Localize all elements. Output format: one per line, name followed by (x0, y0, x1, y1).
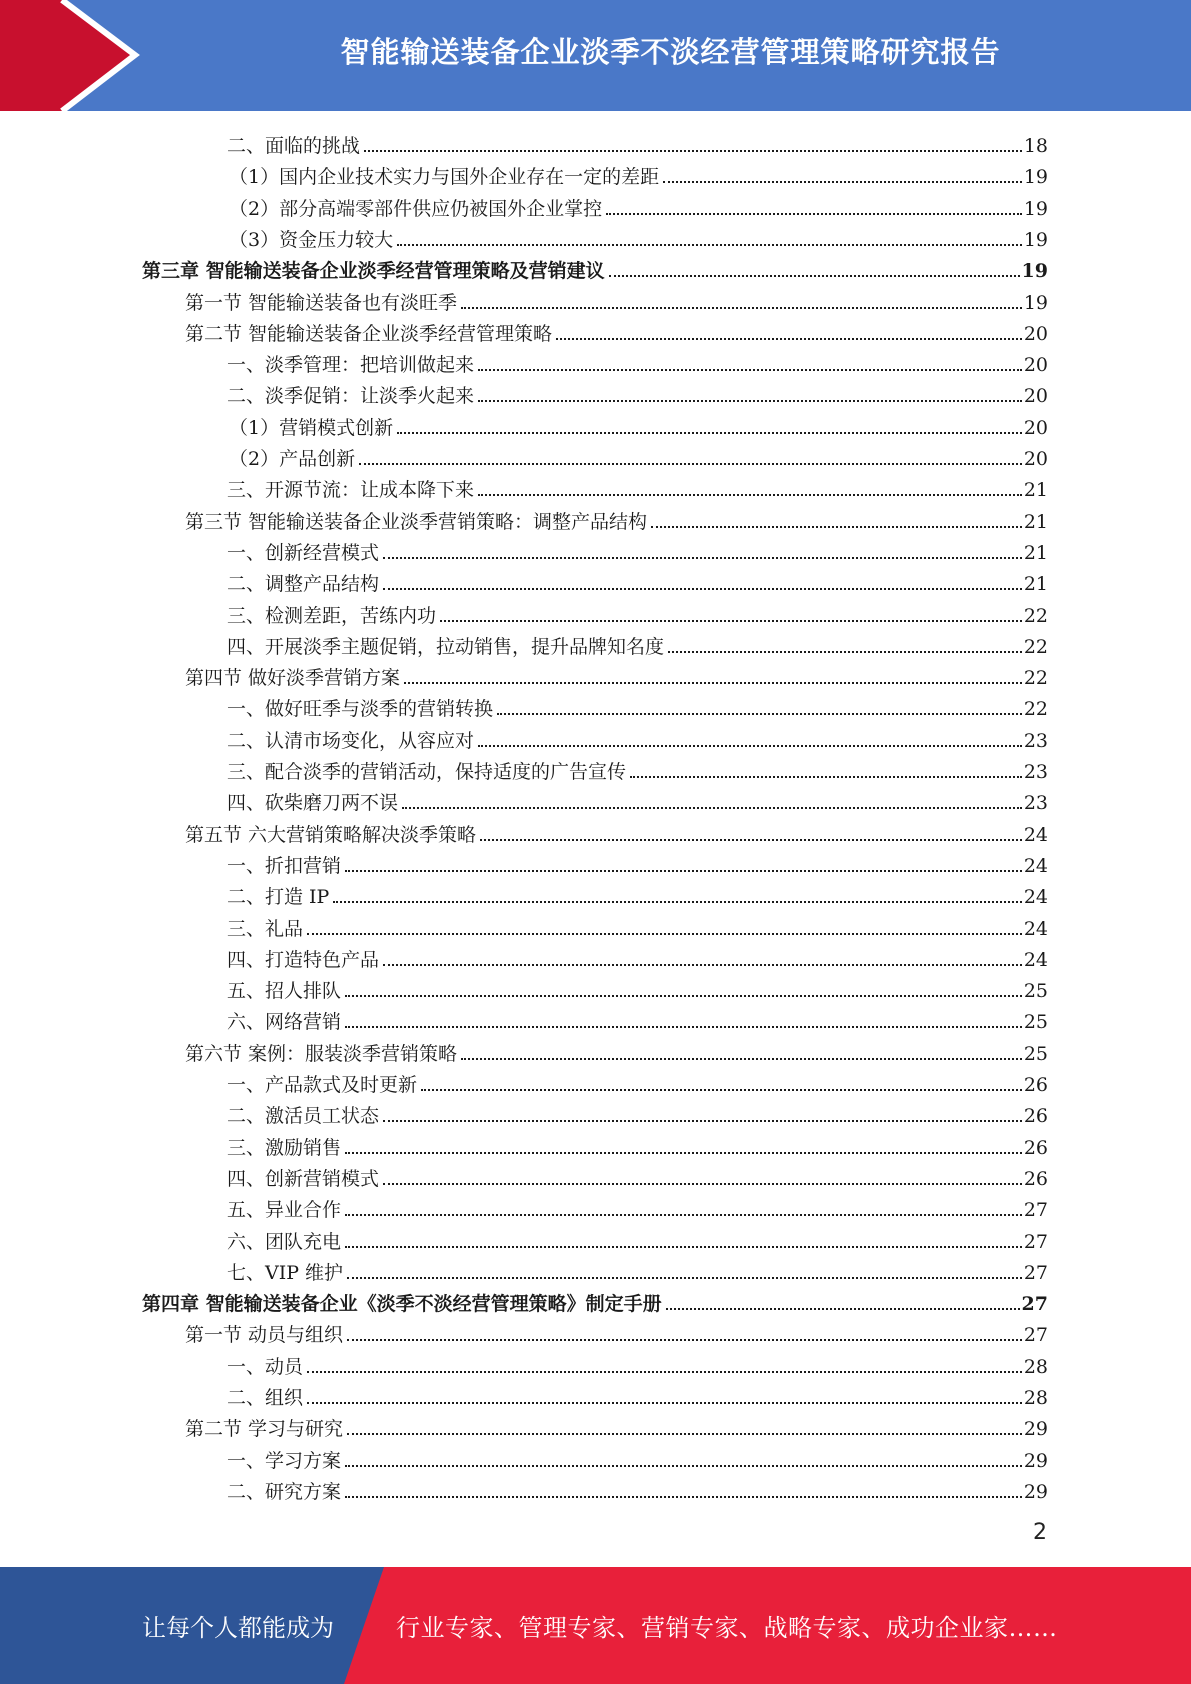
toc-entry-page: 21 (1023, 510, 1048, 533)
toc-subsection-entry[interactable] (227, 1003, 1048, 1034)
toc-entry-title: 第二节 智能输送装备企业淡季经营管理策略 (185, 322, 553, 345)
toc-entry-title: 第一节 智能输送装备也有淡旺季 (185, 291, 458, 314)
toc-entry-title: 一、产品款式及时更新 (227, 1074, 418, 1096)
toc-entry-page: 29 (1023, 1449, 1048, 1472)
toc-dot-leader (478, 367, 1022, 371)
toc-subsection-entry[interactable] (227, 1160, 1048, 1191)
toc-subsection-entry[interactable] (227, 346, 1048, 377)
page-number: 2 (1033, 1520, 1047, 1545)
toc-section-entry[interactable] (185, 284, 1048, 315)
toc-entry-title: 第四节 做好淡季营销方案 (185, 667, 401, 690)
toc-subsection-entry[interactable] (227, 690, 1048, 721)
toc-entry-title: 六、团队充电 (227, 1230, 342, 1253)
toc-subsection-entry[interactable] (227, 1191, 1048, 1222)
toc-entry-page: 20 (1023, 322, 1048, 345)
toc-chapter-entry[interactable] (142, 1285, 1048, 1316)
toc-entry-page: 18 (1023, 135, 1048, 157)
toc-entry-title: 三、检测差距，苦练内功 (227, 604, 437, 627)
toc-entry-page: 20 (1023, 354, 1048, 377)
toc-entry-page: 26 (1023, 1167, 1048, 1190)
toc-subsection-entry[interactable] (227, 753, 1048, 784)
toc-dot-leader (461, 305, 1022, 309)
toc-entry-page: 19 (1023, 197, 1048, 220)
toc-subsection-entry[interactable] (229, 221, 1048, 252)
toc-entry-title: 三、开源节流：让成本降下来 (227, 479, 475, 502)
toc-entry-page: 24 (1023, 948, 1048, 971)
toc-entry-title: 一、淡季管理：把培训做起来 (227, 354, 475, 377)
toc-entry-page: 22 (1023, 698, 1048, 721)
toc-chapter-entry[interactable] (142, 252, 1048, 283)
toc-entry-title: 第三节 智能输送装备企业淡季营销策略：调整产品结构 (185, 510, 648, 533)
toc-section-entry[interactable] (185, 816, 1048, 847)
toc-subsection-entry[interactable] (227, 597, 1048, 628)
toc-entry-page: 22 (1023, 667, 1048, 690)
toc-entry-page: 26 (1023, 1136, 1048, 1159)
toc-dot-leader (345, 1463, 1022, 1467)
toc-entry-title: （2）产品创新 (229, 448, 356, 470)
toc-entry-title: 一、创新经营模式 (227, 541, 380, 564)
toc-section-entry[interactable] (185, 1410, 1048, 1441)
toc-subsection-entry[interactable] (229, 190, 1048, 221)
toc-entry-title: 五、招人排队 (227, 980, 342, 1003)
toc-dot-leader (347, 1337, 1022, 1341)
toc-entry-title: 一、动员 (227, 1355, 304, 1378)
toc-dot-leader (461, 1056, 1022, 1060)
toc-dot-leader (397, 430, 1022, 434)
toc-entry-page: 24 (1023, 854, 1048, 877)
toc-subsection-entry[interactable] (227, 878, 1048, 909)
toc-dot-leader (364, 148, 1022, 152)
toc-entry-page: 29 (1023, 1418, 1048, 1441)
toc-subsection-entry[interactable] (227, 1223, 1048, 1254)
footer-slogan-left: 让每个人都能成为 (142, 1614, 334, 1642)
toc-subsection-entry[interactable] (227, 847, 1048, 878)
toc-entry-page: 19 (1023, 291, 1048, 314)
toc-entry-title: 一、学习方案 (227, 1449, 342, 1472)
toc-entry-page: 25 (1023, 1042, 1048, 1065)
toc-entry-page: 29 (1023, 1480, 1048, 1503)
toc-entry-page: 24 (1023, 917, 1048, 940)
toc-entry-page: 27 (1023, 1199, 1048, 1222)
toc-dot-leader (345, 1244, 1022, 1248)
toc-dot-leader (383, 586, 1022, 590)
toc-entry-page: 22 (1023, 604, 1048, 627)
toc-subsection-entry[interactable] (227, 1473, 1048, 1504)
toc-entry-title: 第四章 智能输送装备企业《淡季不淡经营管理策略》制定手册 (142, 1293, 662, 1316)
toc-subsection-entry[interactable] (229, 158, 1048, 189)
toc-subsection-entry[interactable] (227, 722, 1048, 753)
toc-entry-title: 二、面临的挑战 (227, 135, 361, 157)
toc-dot-leader (402, 805, 1022, 809)
toc-dot-leader (347, 1431, 1022, 1435)
toc-dot-leader (609, 273, 1020, 277)
toc-entry-title: （1）国内企业技术实力与国外企业存在一定的差距 (229, 166, 660, 189)
toc-entry-title: 二、淡季促销：让淡季火起来 (227, 385, 475, 408)
toc-entry-title: （3）资金压力较大 (229, 228, 394, 251)
toc-subsection-entry[interactable] (227, 377, 1048, 408)
toc-entry-page: 19 (1021, 260, 1048, 283)
toc-subsection-entry[interactable] (229, 409, 1048, 440)
toc-entry-title: 三、礼品 (227, 917, 304, 940)
toc-dot-leader (606, 211, 1022, 215)
toc-subsection-entry[interactable] (227, 471, 1048, 502)
toc-entry-title: 四、开展淡季主题促销，拉动销售，提升品牌知名度 (227, 635, 665, 658)
toc-entry-page: 27 (1023, 1230, 1048, 1253)
toc-entry-page: 27 (1021, 1293, 1048, 1316)
page-footer (0, 1567, 1191, 1684)
toc-subsection-entry[interactable] (227, 972, 1048, 1003)
toc-subsection-entry[interactable] (227, 1097, 1048, 1128)
toc-entry-page: 21 (1023, 479, 1048, 502)
toc-dot-leader (480, 837, 1022, 841)
toc-dot-leader (404, 680, 1022, 684)
toc-subsection-entry[interactable] (227, 1066, 1048, 1097)
toc-subsection-entry[interactable] (227, 1442, 1048, 1473)
toc-entry-page: 20 (1023, 416, 1048, 439)
toc-subsection-entry[interactable] (227, 565, 1048, 596)
toc-dot-leader (630, 774, 1022, 778)
toc-entry-title: 三、激励销售 (227, 1136, 342, 1159)
toc-entry-title: 一、折扣营销 (227, 854, 342, 877)
toc-entry-title: 四、砍柴磨刀两不误 (227, 792, 399, 815)
toc-section-entry[interactable] (185, 659, 1048, 690)
toc-dot-leader (345, 993, 1022, 997)
toc-entry-title: 五、异业合作 (227, 1199, 342, 1222)
toc-subsection-entry[interactable] (227, 628, 1048, 659)
toc-dot-leader (556, 336, 1022, 340)
toc-dot-leader (333, 899, 1021, 903)
toc-dot-leader (663, 179, 1022, 183)
toc-subsection-entry[interactable] (227, 1379, 1048, 1410)
toc-dot-leader (651, 524, 1022, 528)
toc-dot-leader (345, 868, 1022, 872)
toc-entry-page: 23 (1023, 761, 1048, 783)
toc-entry-page: 19 (1023, 166, 1048, 189)
toc-subsection-entry[interactable] (229, 440, 1048, 471)
toc-section-entry[interactable] (185, 1035, 1048, 1066)
toc-dot-leader (478, 743, 1022, 747)
toc-entry-title: 第三章 智能输送装备企业淡季经营管理策略及营销建议 (142, 260, 605, 283)
toc-entry-page: 24 (1023, 823, 1048, 846)
toc-entry-title: 二、激活员工状态 (227, 1105, 380, 1128)
toc-entry-title: 六、网络营销 (227, 1011, 342, 1034)
toc-entry-title: 第六节 案例：服装淡季营销策略 (185, 1042, 458, 1065)
toc-dot-leader (397, 242, 1022, 246)
toc-dot-leader (359, 461, 1022, 465)
toc-dot-leader (668, 649, 1022, 653)
toc-entry-page: 27 (1023, 1324, 1048, 1347)
toc-dot-leader (307, 931, 1022, 935)
toc-entry-page: 20 (1023, 448, 1048, 470)
footer-slogan-right: 行业专家、管理专家、营销专家、战略专家、成功企业家…… (396, 1614, 1058, 1642)
toc-dot-leader (383, 1181, 1022, 1185)
toc-entry-title: （1）营销模式创新 (229, 416, 394, 439)
toc-subsection-entry[interactable] (227, 1129, 1048, 1160)
toc-entry-page: 22 (1023, 635, 1048, 658)
toc-dot-leader (345, 1494, 1022, 1498)
toc-dot-leader (307, 1400, 1022, 1404)
toc-subsection-entry[interactable] (227, 941, 1048, 972)
toc-dot-leader (478, 492, 1022, 496)
toc-entry-title: 四、创新营销模式 (227, 1167, 380, 1190)
toc-entry-page: 28 (1023, 1355, 1048, 1378)
toc-entry-page: 21 (1023, 573, 1048, 596)
toc-dot-leader (440, 618, 1022, 622)
toc-dot-leader (345, 1212, 1022, 1216)
toc-entry-page: 26 (1023, 1105, 1048, 1128)
toc-entry-title: 第一节 动员与组织 (185, 1324, 344, 1347)
toc-entry-page: 26 (1023, 1074, 1048, 1096)
toc-subsection-entry[interactable] (227, 1348, 1048, 1379)
toc-dot-leader (383, 962, 1022, 966)
toc-entry-title: 二、调整产品结构 (227, 573, 380, 596)
toc-entry-title: 二、研究方案 (227, 1480, 342, 1503)
toc-section-entry[interactable] (185, 1316, 1048, 1347)
toc-entry-title: 二、打造 IP (227, 886, 330, 909)
toc-entry-page: 23 (1023, 729, 1048, 752)
toc-dot-leader (383, 1118, 1022, 1122)
toc-entry-page: 23 (1023, 792, 1048, 815)
toc-section-entry[interactable] (185, 315, 1048, 346)
page-header (0, 0, 1191, 111)
toc-dot-leader (478, 398, 1022, 402)
toc-section-entry[interactable] (185, 503, 1048, 534)
toc-dot-leader (307, 1369, 1022, 1373)
header-arrow-decoration (0, 0, 160, 111)
toc-entry-page: 28 (1023, 1387, 1048, 1409)
toc-entry-title: （2）部分高端零部件供应仍被国外企业掌控 (229, 197, 603, 220)
toc-dot-leader (666, 1306, 1020, 1310)
toc-subsection-entry[interactable] (227, 534, 1048, 565)
toc-subsection-entry[interactable] (227, 910, 1048, 941)
toc-entry-title: 一、做好旺季与淡季的营销转换 (227, 698, 494, 721)
toc-dot-leader (345, 1024, 1022, 1028)
toc-entry-title: 七、VIP 维护 (227, 1261, 344, 1284)
toc-entry-title: 三、配合淡季的营销活动，保持适度的广告宣传 (227, 761, 627, 783)
toc-entry-title: 第五节 六大营销策略解决淡季策略 (185, 823, 477, 846)
toc-dot-leader (421, 1087, 1022, 1091)
toc-dot-leader (383, 555, 1022, 559)
toc-entry-page: 19 (1023, 228, 1048, 251)
toc-entry-page: 20 (1023, 385, 1048, 408)
toc-entry-title: 二、组织 (227, 1387, 304, 1409)
toc-dot-leader (347, 1275, 1022, 1279)
report-title: 智能输送装备企业淡季不淡经营管理策略研究报告 (340, 34, 1001, 69)
toc-dot-leader (345, 1150, 1022, 1154)
toc-entry-page: 24 (1023, 886, 1048, 909)
toc-subsection-entry[interactable] (227, 127, 1048, 158)
toc-subsection-entry[interactable] (227, 1254, 1048, 1285)
toc-entry-page: 25 (1023, 980, 1048, 1003)
toc-subsection-entry[interactable] (227, 784, 1048, 815)
toc-entry-title: 四、打造特色产品 (227, 948, 380, 971)
toc-dot-leader (497, 711, 1022, 715)
toc-entry-page: 25 (1023, 1011, 1048, 1034)
toc-entry-title: 二、认清市场变化，从容应对 (227, 729, 475, 752)
toc-entry-page: 21 (1023, 541, 1048, 564)
toc-entry-page: 27 (1023, 1261, 1048, 1284)
toc-entry-title: 第二节 学习与研究 (185, 1418, 344, 1441)
